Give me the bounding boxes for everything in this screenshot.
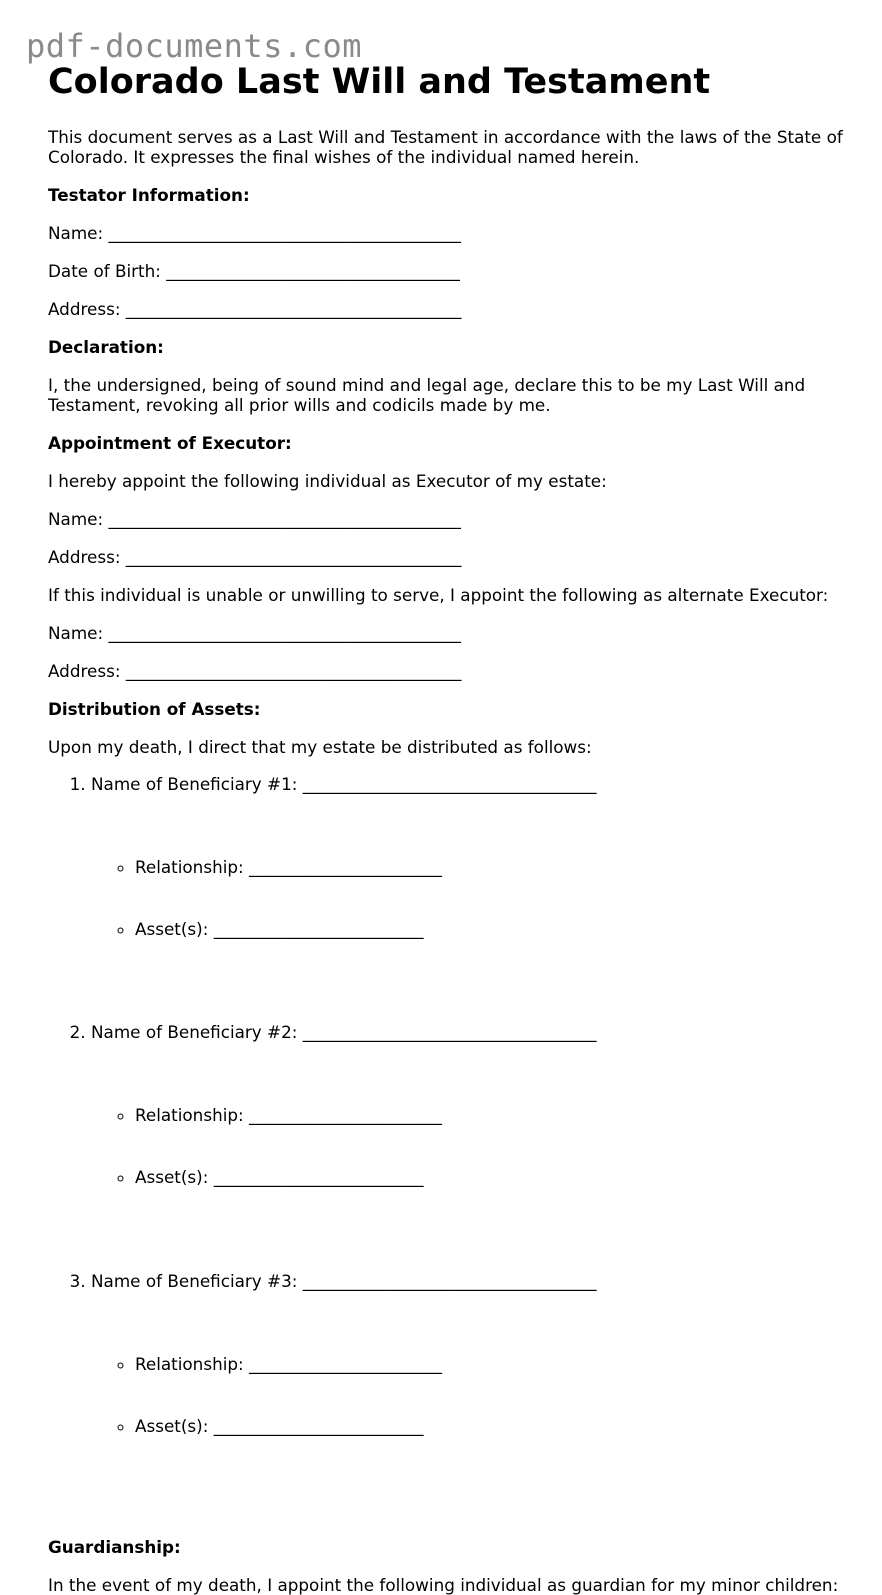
beneficiary-assets-field[interactable]: ◦ Asset(s): _________________________ [135,1416,848,1437]
testator-heading: Testator Information: [48,185,250,205]
beneficiary-details [91,1312,848,1478]
beneficiary-relationship-field[interactable]: ◦ Relationship: _______________________ [135,1105,848,1126]
testator-dob-field[interactable]: Date of Birth: ___________________________________ [48,261,460,281]
beneficiary-name-field[interactable]: Name of Beneficiary #2: ___________________________________ [91,1022,597,1043]
beneficiary-item [91,1022,848,1270]
beneficiary-relationship-field[interactable]: ◦ Relationship: _______________________ [135,857,848,878]
declaration-text: I, the undersigned, being of sound mind and legal age, declare this to be my Last Will and Testament, revoking all prior wills and codicils made by me. [48,375,811,415]
beneficiary-item [91,774,848,1022]
alternate-executor-address-field[interactable]: Address: ________________________________________ [48,661,462,681]
alternate-executor-intro: If this individual is unable or unwilling to serve, I appoint the following as alternate Executor: [48,585,829,605]
distribution-heading: Distribution of Assets: [48,699,261,719]
executor-address-field[interactable]: Address: ________________________________________ [48,547,462,567]
beneficiary-relationship-field[interactable]: ◦ Relationship: _______________________ [135,1354,848,1375]
executor-intro: I hereby appoint the following individual as Executor of my estate: [48,471,607,491]
intro-paragraph: This document serves as a Last Will and Testament in accordance with the laws of the State of Colorado. It expresses the final wishes of the individual named herein. [48,127,849,167]
testator-name-field[interactable]: Name: __________________________________________ [48,223,461,243]
executor-name-field[interactable]: Name: __________________________________________ [48,509,461,529]
beneficiary-name-field[interactable]: Name of Beneficiary #1: ___________________________________ [91,774,597,794]
beneficiary-details [91,815,848,981]
declaration-heading: Declaration: [48,337,164,357]
guardianship-text: In the event of my death, I appoint the following individual as guardian for my minor children: [48,1575,839,1595]
beneficiary-list [48,774,848,1519]
document-title: Colorado Last Will and Testament [48,62,711,102]
alternate-executor-name-field[interactable]: Name: __________________________________________ [48,623,461,643]
beneficiary-item [91,1271,848,1519]
executor-heading: Appointment of Executor: [48,433,292,453]
watermark: pdf-documents.com [26,27,363,65]
distribution-intro: Upon my death, I direct that my estate be distributed as follows: [48,737,592,757]
beneficiary-details [91,1064,848,1230]
beneficiary-assets-field[interactable]: ◦ Asset(s): _________________________ [135,919,848,940]
beneficiary-assets-field[interactable]: ◦ Asset(s): _________________________ [135,1167,848,1188]
document-page [48,58,848,1595]
guardianship-heading: Guardianship: [48,1537,181,1558]
testator-address-field[interactable]: Address: ________________________________________ [48,299,462,319]
beneficiary-name-field[interactable]: Name of Beneficiary #3: ___________________________________ [91,1270,597,1291]
